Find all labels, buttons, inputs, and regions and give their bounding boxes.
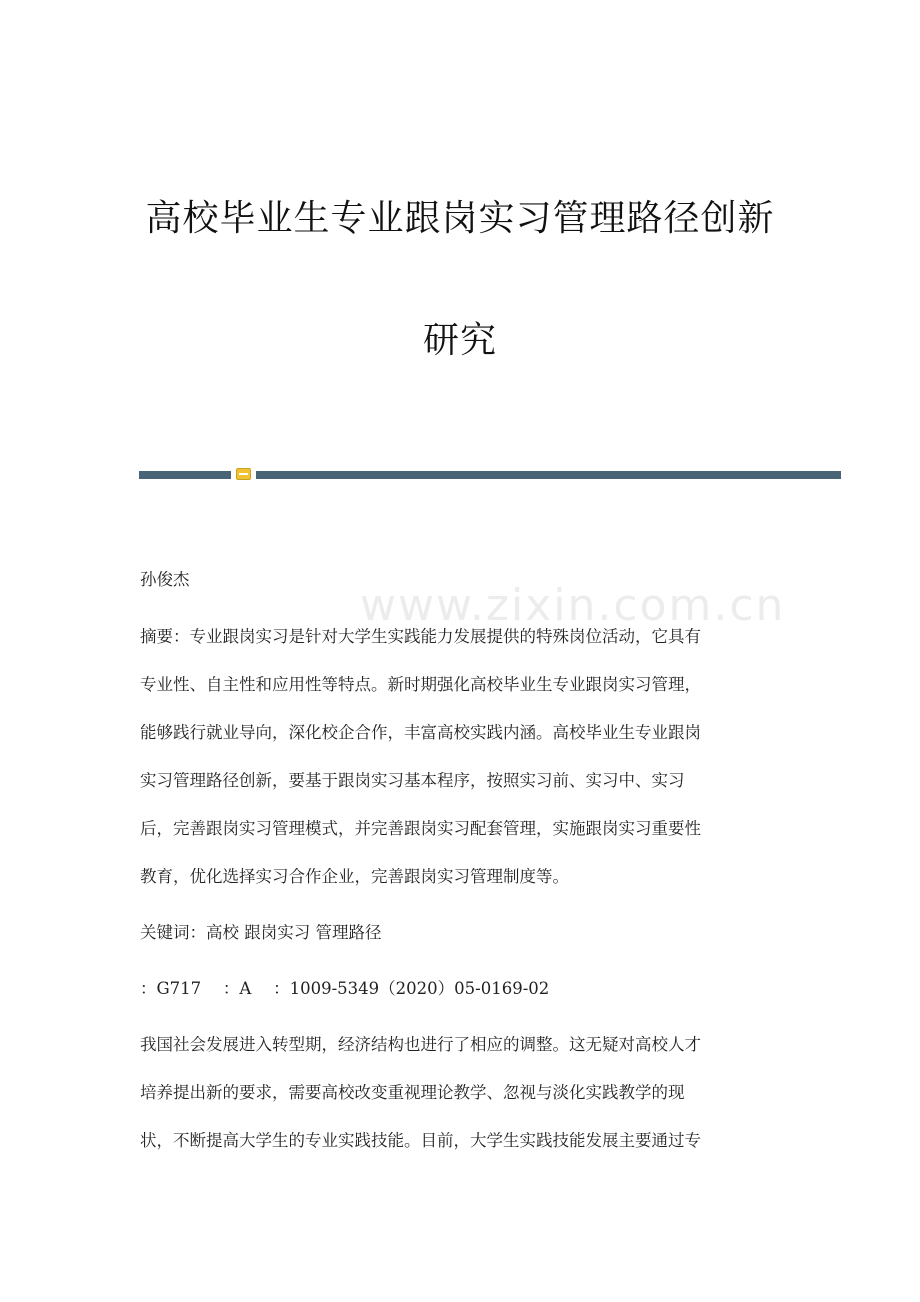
divider-left-segment <box>139 471 231 479</box>
abstract-line-1: 摘要：专业跟岗实习是针对大学生实践能力发展提供的特殊岗位活动，它具有 <box>140 627 701 646</box>
abstract-line-6: 教育，优化选择实习合作企业，完善跟岗实习管理制度等。 <box>140 867 569 886</box>
watermark: www.zixin.com.cn <box>360 580 786 631</box>
author: 孙俊杰 <box>140 570 190 589</box>
abstract-line-2: 专业性、自主性和应用性等特点。新时期强化高校毕业生专业跟岗实习管理， <box>140 675 701 694</box>
divider-right-segment <box>256 471 841 479</box>
abstract-line-5: 后，完善跟岗实习管理模式，并完善跟岗实习配套管理，实施跟岗实习重要性 <box>140 819 701 838</box>
body-line-1: 我国社会发展进入转型期，经济结构也进行了相应的调整。这无疑对高校人才 <box>140 1035 701 1054</box>
paper-title-line-2: 研究 <box>422 320 497 361</box>
divider-badge-icon <box>236 468 251 480</box>
body-line-3: 状，不断提高大学生的专业实践技能。目前，大学生实践技能发展主要通过专 <box>140 1131 701 1150</box>
keywords: 关键词：高校 跟岗实习 管理路径 <box>140 923 382 942</box>
abstract-line-4: 实习管理路径创新，要基于跟岗实习基本程序，按照实习前、实习中、实习 <box>140 771 685 790</box>
abstract-line-3: 能够践行就业导向，深化校企合作，丰富高校实践内涵。高校毕业生专业跟岗 <box>140 723 701 742</box>
classification-info: ：G717 ：A ：1009-5349（2020）05-0169-02 <box>140 979 550 998</box>
paper-title-line-1: 高校毕业生专业跟岗实习管理路径创新 <box>145 198 775 239</box>
title-divider <box>139 471 841 479</box>
body-line-2: 培养提出新的要求，需要高校改变重视理论教学、忽视与淡化实践教学的现 <box>140 1083 685 1102</box>
